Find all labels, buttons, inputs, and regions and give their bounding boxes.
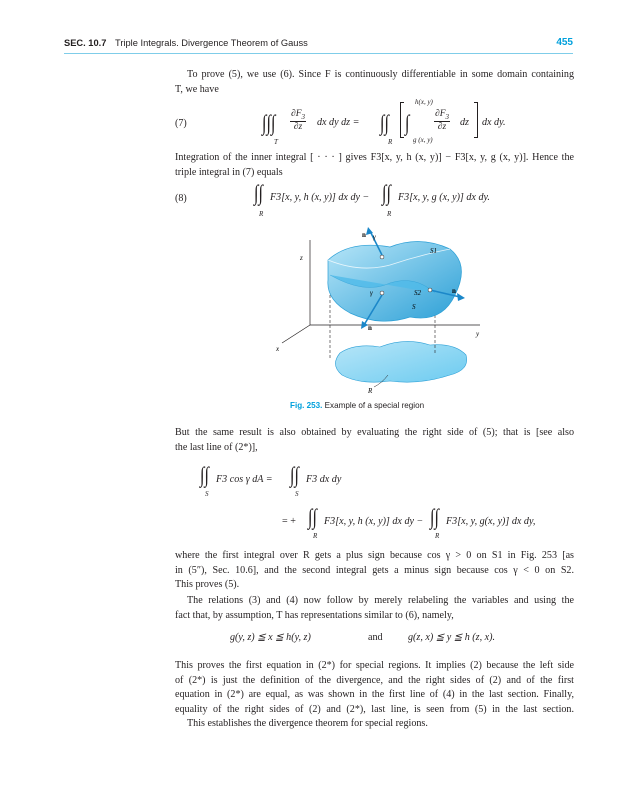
relation-and: and xyxy=(368,632,383,643)
figure-253 xyxy=(270,225,570,405)
paragraph-4-line-2: in (5″), Sec. 10.6], and the second integral gets a minus sign because cos γ < 0 on S2. xyxy=(175,564,574,576)
integral-sign-9a: ∫∫ xyxy=(200,462,210,487)
paragraph-5-line-1: The relations (3) and (4) now follow by merely relabeling the variables and using the xyxy=(187,595,574,606)
region-8b: R xyxy=(387,210,392,218)
equation-10 xyxy=(230,632,560,652)
axis-label-x: x xyxy=(276,345,280,353)
region-R-shape xyxy=(335,341,466,382)
paragraph-6-line-3: equation in (2*) are equal, as was shown in the first line of (4) in the last section. Finally, xyxy=(175,689,574,700)
upper-limit: h(x, y) xyxy=(415,98,433,106)
partial-fraction-inner xyxy=(434,109,450,132)
paragraph-6-line-2: of (2*) is just the definition of the divergence, and the right sides of (2) and of the first xyxy=(175,674,574,686)
region-9a: S xyxy=(205,490,209,498)
region-8a: R xyxy=(259,210,264,218)
integral-sign-9c: ∫∫ xyxy=(308,504,318,529)
integral-sign-9d: ∫∫ xyxy=(430,504,440,529)
partial-fraction-left xyxy=(290,109,306,132)
double-integral-sign: ∫∫ xyxy=(380,110,390,135)
equation-7-body xyxy=(262,100,522,146)
outer-differentials: dx dy. xyxy=(482,117,506,128)
region-9c: R xyxy=(313,532,318,540)
gamma-label-top: γ xyxy=(373,233,376,241)
axis-label-y: y xyxy=(476,330,480,338)
triple-integral-sign: ∫∫∫ xyxy=(262,110,276,135)
partial-numerator-inner: ∂F xyxy=(435,109,446,119)
point-top xyxy=(380,255,384,259)
normal-arrowhead-side xyxy=(457,293,465,301)
term-9b: F3[x, y, g(x, y)] dx dy, xyxy=(446,516,536,527)
paragraph-5 xyxy=(175,594,574,623)
relation-left: g(y, z) ≦ x ≦ h(y, z) xyxy=(230,632,311,643)
caption-text: Example of a special region xyxy=(324,401,425,410)
inner-integral-sign: ∫ xyxy=(405,110,410,135)
integral-sign-9b: ∫∫ xyxy=(290,462,300,487)
header-rule xyxy=(64,53,573,54)
inner-dz: dz xyxy=(460,117,469,128)
term-8b: F3[x, y, g (x, y)] dx dy. xyxy=(398,192,490,203)
right-bracket xyxy=(474,102,478,138)
partial-subscript: 3 xyxy=(301,112,305,121)
point-side xyxy=(428,288,432,292)
normal-label-bottom: n xyxy=(368,324,372,332)
running-header xyxy=(64,36,573,52)
region-9d: R xyxy=(435,532,440,540)
left-bracket xyxy=(400,102,404,138)
paragraph-2 xyxy=(175,151,574,180)
page-number: 455 xyxy=(556,37,573,48)
paragraph-4-line-1: where the first integral over R gets a plus sign because cos γ > 0 on S1 in Fig. 253 [as xyxy=(175,550,574,561)
partial-denominator: ∂z xyxy=(293,121,303,132)
region-R-label: R xyxy=(388,138,393,146)
paragraph-1-line-2: T, we have xyxy=(175,83,219,95)
paragraph-3-line-1: But the same result is also obtained by evaluating the right side of (5); that is [see also xyxy=(175,427,574,438)
region-9b: S xyxy=(295,490,299,498)
lhs-9: F3 cos γ dA = xyxy=(216,474,273,485)
paragraph-2-line-2: triple integral in (7) equals xyxy=(175,166,283,178)
paragraph-4 xyxy=(175,549,574,593)
partial-denominator-inner: ∂z xyxy=(437,121,447,132)
x-axis xyxy=(282,325,310,343)
integral-sign-8b: ∫∫ xyxy=(382,180,392,205)
equation-9 xyxy=(200,462,560,546)
special-region-diagram xyxy=(270,225,570,405)
figure-caption xyxy=(290,401,424,410)
equation-8-body xyxy=(254,180,534,220)
section-number: SEC. 10.7 xyxy=(64,38,107,48)
paragraph-2-line-1: Integration of the inner integral [ · · · ] gives F3[x, y, h (x, y)] − F3[x, y, g (x, y)]. Hence the xyxy=(175,152,574,163)
paragraph-4-line-3: This proves (5). xyxy=(175,579,240,590)
differentials-left: dx dy dz = xyxy=(317,117,360,128)
point-bottom xyxy=(380,291,384,295)
normal-label-side: n xyxy=(452,287,456,295)
paragraph-3 xyxy=(175,426,574,455)
surface-label-S1: S1 xyxy=(430,247,437,255)
relation-right: g(z, x) ≦ y ≦ h (z, x). xyxy=(408,632,495,643)
paragraph-1 xyxy=(175,68,574,97)
surface-label-S2: S2 xyxy=(414,289,421,297)
line2-prefix: = + xyxy=(282,516,296,527)
paragraph-6-line-1: This proves the first equation in (2*) for special regions. It implies (2) because the left side xyxy=(175,660,574,671)
partial-numerator: ∂F xyxy=(291,109,302,119)
rhs-9: F3 dx dy xyxy=(306,474,342,485)
surface-label-S: S xyxy=(412,303,416,311)
region-T-label: T xyxy=(274,138,278,146)
axis-label-z: z xyxy=(300,254,303,262)
normal-arrowhead-bottom xyxy=(361,321,368,329)
lower-limit: g (x, y) xyxy=(413,136,433,144)
paragraph-6 xyxy=(175,659,574,732)
paragraph-3-line-2: the last line of (2*)], xyxy=(175,441,258,453)
integral-sign-8a: ∫∫ xyxy=(254,180,264,205)
paragraph-6-line-4: equality of the right sides of (2) and (2*), last line, is seen from (5) in the last section. xyxy=(175,703,574,715)
equation-number-8: (8) xyxy=(175,193,187,204)
gamma-label-bottom: γ xyxy=(370,289,373,297)
term-9a: F3[x, y, h (x, y)] dx dy − xyxy=(324,516,424,527)
term-8a: F3[x, y, h (x, y)] dx dy − xyxy=(270,192,370,203)
partial-subscript-inner: 3 xyxy=(445,112,449,121)
section-title: Triple Integrals. Divergence Theorem of Gauss xyxy=(115,38,308,48)
caption-label: Fig. 253. xyxy=(290,401,323,410)
paragraph-1-line-1: To prove (5), we use (6). Since F is continuously differentiable in some domain containing xyxy=(187,69,574,80)
paragraph-5-line-2: fact that, by assumption, T has representations similar to (6), namely, xyxy=(175,609,454,621)
equation-number-7: (7) xyxy=(175,118,187,129)
paragraph-6-line-5: This establishes the divergence theorem for special regions. xyxy=(187,718,428,729)
normal-label-top: n xyxy=(362,231,366,239)
region-label-R: R xyxy=(368,387,373,395)
